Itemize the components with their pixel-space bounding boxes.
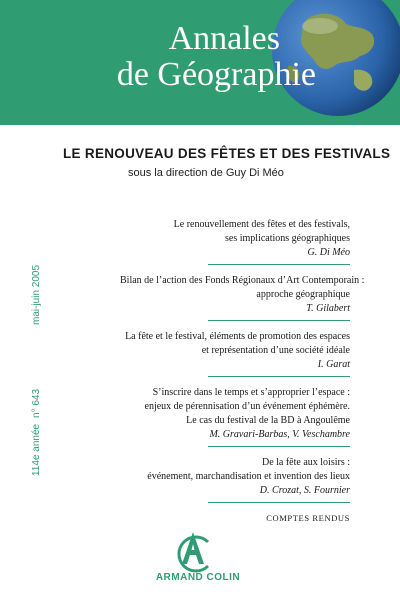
toc-entry [120, 330, 350, 372]
toc-entry-author: T. Gilabert [306, 303, 350, 314]
divider [208, 446, 350, 447]
toc-entry-author: M. Gravari-Barbas, V. Veschambre [209, 429, 350, 440]
toc-entry-line: La fête et le festival, éléments de promotion des espaces [125, 331, 350, 342]
toc-entry-line: De la fête aux loisirs : [261, 457, 350, 468]
toc-entry-line: Bilan de l’action des Fonds Régionaux d’Art Contemporain : [120, 275, 365, 286]
toc-entry [120, 218, 350, 260]
year-label: 114e année [31, 423, 42, 476]
toc-entry-line: approche géographique [256, 289, 350, 300]
toc-entry-line: Le cas du festival de la BD à Angoulême [186, 415, 350, 426]
issue-number: n° 643 [31, 388, 42, 418]
table-of-contents [120, 218, 365, 523]
issue-period: mai-juin 2005 [31, 264, 42, 325]
divider [208, 376, 350, 377]
divider [208, 320, 350, 321]
issue-direction: sous la direction de Guy Di Méo [128, 167, 284, 179]
cover-header [0, 0, 400, 125]
toc-entry-line: événement, marchandisation et invention des lieux [147, 471, 350, 482]
toc-entry-line: et représentation d’une société idéale [201, 345, 350, 356]
journal-title-line1: Annales [168, 20, 280, 57]
toc-entry-author: D. Crozat, S. Fournier [259, 485, 350, 496]
toc-entry-line: enjeux de pérennisation d’un événement éphémère. [144, 401, 350, 412]
publisher-name: ARMAND COLIN [155, 572, 241, 583]
journal-title-line2: de Géographie [116, 56, 316, 93]
issue-theme-title: LE RENOUVEAU DES FÊTES ET DES FESTIVALS [63, 146, 391, 161]
divider [208, 264, 350, 265]
toc-entry [120, 274, 365, 316]
toc-entry-line: S’inscrire dans le temps et s’approprier l’espace : [152, 387, 350, 398]
toc-entry-line: Le renouvellement des fêtes et des festivals, [173, 219, 350, 230]
toc-entry [120, 386, 350, 442]
toc-entry-author: G. Di Méo [307, 247, 350, 258]
comptes-rendus-label: COMPTES RENDUS [266, 513, 350, 523]
toc-entry-line: ses implications géographiques [225, 233, 350, 244]
divider [208, 502, 350, 503]
toc-entry [120, 456, 350, 498]
toc-entry-author: I. Garat [317, 359, 350, 370]
publisher-logo-icon [168, 528, 218, 573]
